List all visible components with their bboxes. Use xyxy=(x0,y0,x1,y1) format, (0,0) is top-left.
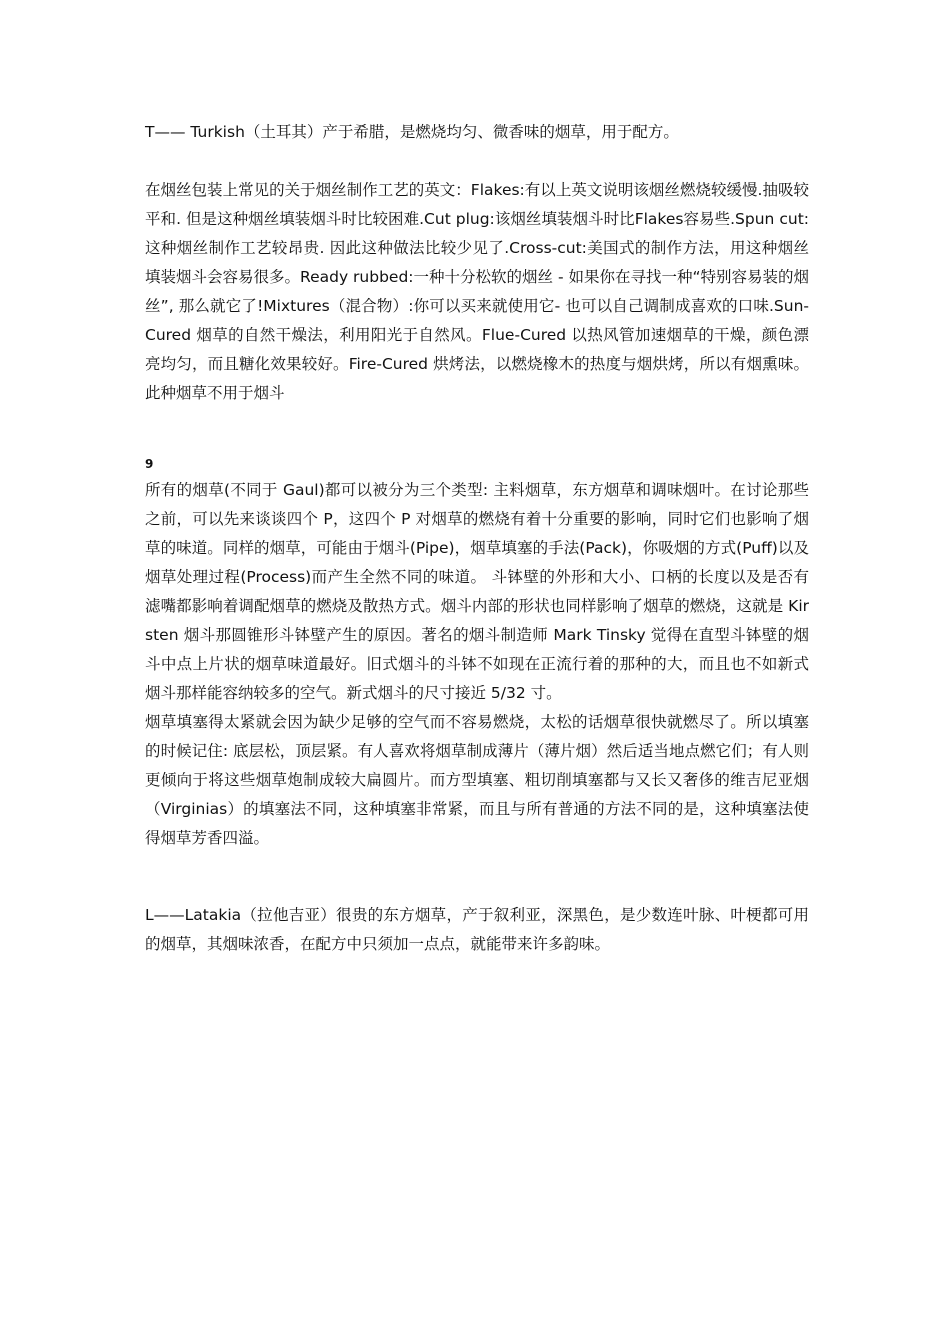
section-four-p xyxy=(145,476,809,708)
section-turkish xyxy=(145,118,809,147)
section-packing xyxy=(145,708,809,853)
page-number: 9 xyxy=(145,457,154,471)
paragraph-four-p: 所有的烟草(不同于 Gaul)都可以被分为三个类型: 主料烟草，东方烟草和调味烟叶。在讨论那些之前，可以先来谈谈四个 P，这四个 P 对烟草的燃烧有着十分重要的影响，同时它们也影响了烟草的味道。同样的烟草，可能由于烟斗(Pipe)，烟草填塞的手法(Pack)，你吸烟的方式(Puff)以及烟草处理过程(Process)而产生全然不同的味道。 斗钵壁的外形和大小、口柄的长度以及是否有滤嘴都影响着调配烟草的燃烧及散热方式。烟斗内部的形状也同样影响了烟草的燃烧，这就是 Kirsten 烟斗那圆锥形斗钵壁产生的原因。著名的烟斗制造师 Mark Tinsky 觉得在直型斗钵壁的烟斗中点上片状的烟草味道最好。旧式烟斗的斗钵不如现在正流行着的那种的大，而且也不如新式烟斗那样能容纳较多的空气。新式烟斗的尺寸接近 5/32 寸。 xyxy=(145,481,809,702)
section-processing-terms xyxy=(145,176,809,408)
paragraph-processing-terms: 在烟丝包装上常见的关于烟丝制作工艺的英文：Flakes:有以上英文说明该烟丝燃烧较缓慢.抽吸较平和. 但是这种烟丝填装烟斗时比较困难.Cut plug:该烟丝填装烟斗时比Flakes容易些.Spun cut:这种烟丝制作工艺较昂贵. 因此这种做法比较少见了.Cross-cut:美国式的制作方法，用这种烟丝填装烟斗会容易很多。Ready rubbed:一种十分松软的烟丝 - 如果你在寻找一种“特别容易装的烟丝”, 那么就它了!Mixtures（混合物）:你可以买来就使用它- 也可以自己调制成喜欢的口味.Sun-Cured 烟草的自然干燥法，利用阳光于自然风。Flue-Cured 以热风管加速烟草的干燥，颜色漂亮均匀，而且糖化效果较好。Fire-Cured 烘烤法，以燃烧橡木的热度与烟烘烤，所以有烟熏味。此种烟草不用于烟斗 xyxy=(145,181,809,402)
section-latakia xyxy=(145,901,809,959)
paragraph-turkish: T—— Turkish（土耳其）产于希腊，是燃烧均匀、微香味的烟草，用于配方。 xyxy=(145,123,679,141)
paragraph-packing: 烟草填塞得太紧就会因为缺少足够的空气而不容易燃烧，太松的话烟草很快就燃尽了。所以填塞的时候记住: 底层松，顶层紧。有人喜欢将烟草制成薄片（薄片烟）然后适当地点燃它们；有人则更倾向于将这些烟草炮制成较大扁圆片。而方型填塞、粗切削填塞都与又长又奢侈的维吉尼亚烟（Virginias）的填塞法不同，这种填塞非常紧，而且与所有普通的方法不同的是，这种填塞法使得烟草芳香四溢。 xyxy=(145,713,809,847)
document-page xyxy=(145,118,809,959)
paragraph-latakia: L——Latakia（拉他吉亚）很贵的东方烟草，产于叙利亚，深黑色，是少数连叶脉、叶梗都可用的烟草，其烟味浓香，在配方中只须加一点点，就能带来许多韵味。 xyxy=(145,906,809,953)
